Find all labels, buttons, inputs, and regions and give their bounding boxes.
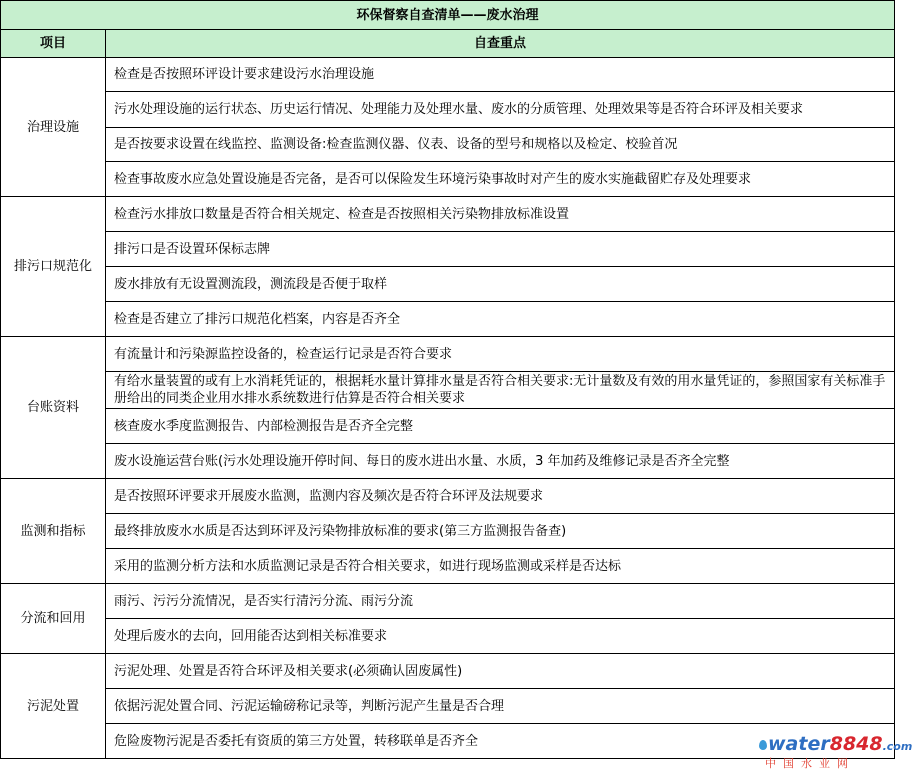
header-category: 项目 <box>1 30 106 58</box>
category-cell: 排污口规范化 <box>1 197 106 337</box>
check-item: 污泥处理、处置是否符合环评及相关要求(必须确认固废属性) <box>106 654 895 689</box>
header-focus: 自查重点 <box>106 30 895 58</box>
water8848-watermark <box>759 733 912 773</box>
table-row <box>1 444 895 479</box>
table-row <box>1 337 895 372</box>
table-row <box>1 654 895 689</box>
category-cell: 污泥处置 <box>1 654 106 759</box>
watermark-logo <box>759 733 912 755</box>
watermark-cn: 中国水业网 <box>765 757 855 770</box>
table-row <box>1 372 895 409</box>
watermark-brand-a: water <box>768 733 830 755</box>
table-row <box>1 514 895 549</box>
water-drop-icon <box>759 740 767 750</box>
check-item: 采用的监测分析方法和水质监测记录是否符合相关要求，如进行现场监测或采样是否达标 <box>106 549 895 584</box>
table-row <box>1 232 895 267</box>
check-item: 检查污水排放口数量是否符合相关规定、检查是否按照相关污染物排放标准设置 <box>106 197 895 232</box>
check-item: 废水排放有无设置测流段，测流段是否便于取样 <box>106 267 895 302</box>
check-item: 排污口是否设置环保标志牌 <box>106 232 895 267</box>
category-cell: 分流和回用 <box>1 584 106 654</box>
check-item: 污水处理设施的运行状态、历史运行情况、处理能力及处理水量、废水的分质管理、处理效果等是否符合环评及相关要求 <box>106 92 895 128</box>
table-row <box>1 162 895 197</box>
table-row <box>1 479 895 514</box>
table-row <box>1 302 895 337</box>
check-item: 雨污、污污分流情况，是否实行清污分流、雨污分流 <box>106 584 895 619</box>
table-title: 环保督察自查清单——废水治理 <box>1 1 895 30</box>
check-item: 是否按照环评要求开展废水监测，监测内容及频次是否符合环评及法规要求 <box>106 479 895 514</box>
title-row <box>1 1 895 30</box>
check-item: 废水设施运营台账(污水处理设施开停时间、每日的废水进出水量、水质，3 年加药及维修记录是否齐全完整 <box>106 444 895 479</box>
table-row <box>1 619 895 654</box>
check-item: 危险废物污泥是否委托有资质的第三方处置，转移联单是否齐全 <box>106 724 895 759</box>
check-item: 有给水量装置的或有上水消耗凭证的，根据耗水量计算排水量是否符合相关要求:无计量数及有效的用水量凭证的，参照国家有关标准手册给出的同类企业用水排水系统数进行估算是否符合相关要求 <box>106 372 895 409</box>
header-row <box>1 30 895 58</box>
table-row <box>1 58 895 92</box>
table-row <box>1 689 895 724</box>
check-item: 有流量计和污染源监控设备的，检查运行记录是否符合要求 <box>106 337 895 372</box>
category-cell: 治理设施 <box>1 58 106 197</box>
check-item: 是否按要求设置在线监控、监测设备:检查监测仪器、仪表、设备的型号和规格以及检定、校验首况 <box>106 128 895 162</box>
check-item: 核查废水季度监测报告、内部检测报告是否齐全完整 <box>106 409 895 444</box>
watermark-brand-b: 8848 <box>829 733 883 755</box>
category-cell: 监测和指标 <box>1 479 106 584</box>
table-row <box>1 549 895 584</box>
table-row <box>1 92 895 128</box>
check-item: 最终排放废水水质是否达到环评及污染物排放标准的要求(第三方监测报告备查) <box>106 514 895 549</box>
check-item: 检查是否按照环评设计要求建设污水治理设施 <box>106 58 895 92</box>
category-cell: 台账资料 <box>1 337 106 479</box>
check-item: 依据污泥处置合同、污泥运输磅称记录等，判断污泥产生量是否合理 <box>106 689 895 724</box>
table-row <box>1 197 895 232</box>
watermark-suffix: .com <box>882 740 912 753</box>
table-row <box>1 267 895 302</box>
check-item: 处理后废水的去向，回用能否达到相关标准要求 <box>106 619 895 654</box>
check-item: 检查事故废水应急处置设施是否完备，是否可以保险发生环境污染事故时对产生的废水实施截留贮存及处理要求 <box>106 162 895 197</box>
check-item: 检查是否建立了排污口规范化档案，内容是否齐全 <box>106 302 895 337</box>
table-row <box>1 128 895 162</box>
table-row <box>1 409 895 444</box>
table-row <box>1 584 895 619</box>
